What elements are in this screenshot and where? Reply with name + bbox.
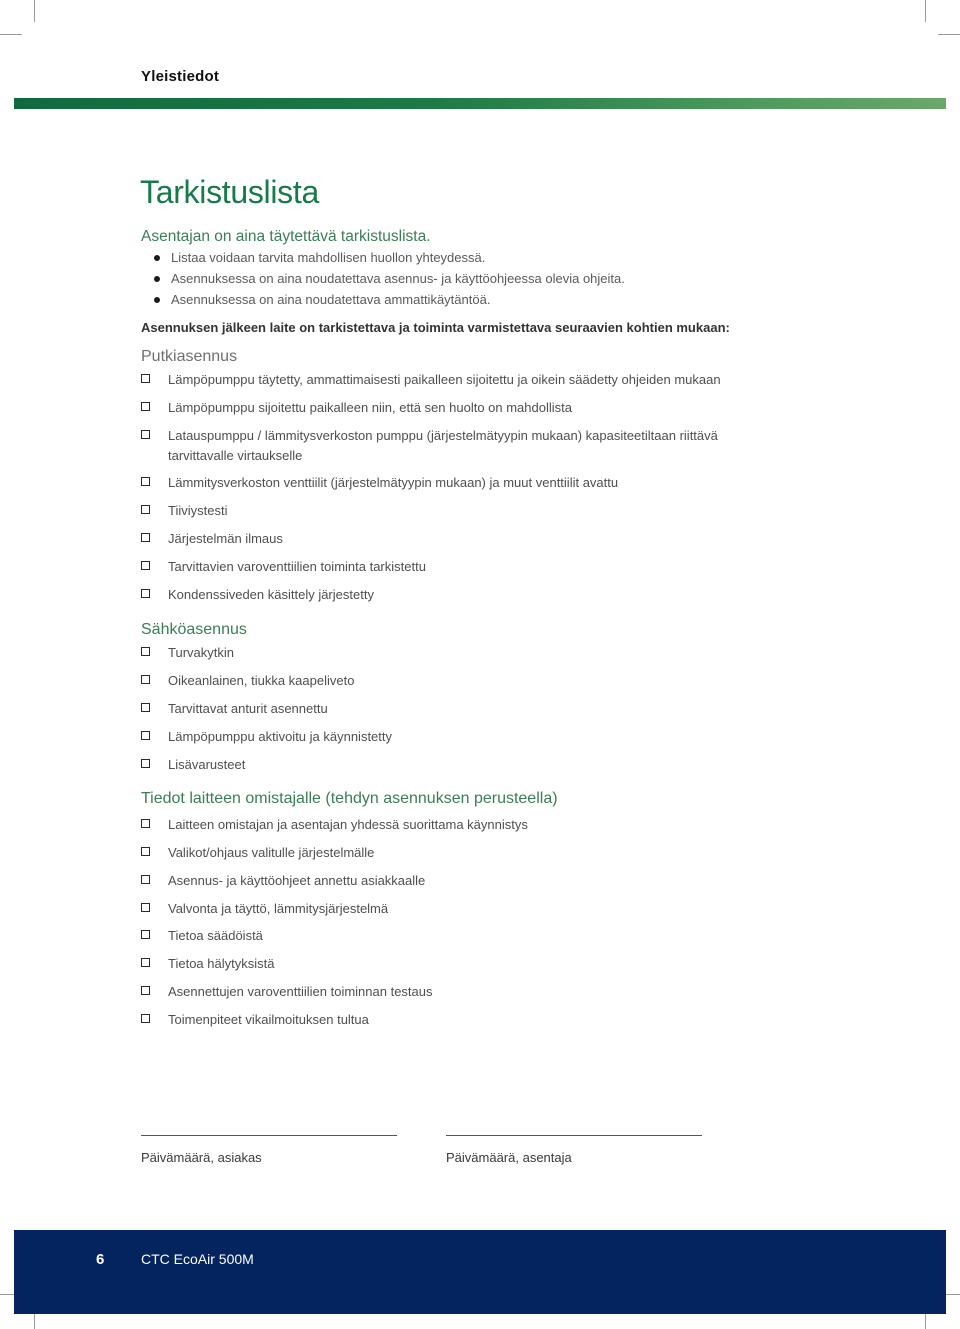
checklist-item[interactable] (141, 843, 374, 863)
bullet-text: Listaa voidaan tarvita mahdollisen huollon yhteydessä. (171, 250, 486, 265)
checklist-item[interactable] (141, 671, 354, 691)
checklist-item[interactable] (141, 982, 433, 1002)
checklist-item-label: Latauspumppu / lämmitysverkoston pumppu (järjestelmätyypin mukaan) kapasiteetiltaan riittävä tarvittavalle virtaukselle (168, 428, 718, 463)
instruction-text: Asennuksen jälkeen laite on tarkistettava ja toiminta varmistettava seuraavien kohtien mukaan: (141, 320, 730, 335)
crop-mark (34, 0, 35, 22)
signature-label-customer: Päivämäärä, asiakas (141, 1150, 262, 1165)
checkbox-icon[interactable] (141, 958, 150, 967)
checklist-item-label: Asennettujen varoventtiilien toiminnan testaus (168, 984, 433, 999)
checkbox-icon[interactable] (141, 533, 150, 542)
crop-mark (925, 0, 926, 22)
checkbox-icon[interactable] (141, 561, 150, 570)
checklist-item[interactable] (141, 954, 274, 974)
checkbox-icon[interactable] (141, 402, 150, 411)
signature-line-customer[interactable] (141, 1135, 397, 1136)
checkbox-icon[interactable] (141, 505, 150, 514)
checkbox-icon[interactable] (141, 930, 150, 939)
checkbox-icon[interactable] (141, 477, 150, 486)
bullet-icon (154, 255, 160, 261)
checkbox-icon[interactable] (141, 374, 150, 383)
checkbox-icon[interactable] (141, 819, 150, 828)
bullet-icon (154, 276, 160, 282)
checkbox-icon[interactable] (141, 1014, 150, 1023)
checkbox-icon[interactable] (141, 430, 150, 439)
bullet-item (150, 270, 625, 291)
checkbox-icon[interactable] (141, 675, 150, 684)
intro-heading: Asentajan on aina täytettävä tarkistuslista. (141, 228, 431, 245)
bullet-text: Asennuksessa on aina noudatettava ammattikäytäntöä. (171, 292, 491, 307)
crop-mark (938, 34, 960, 35)
product-name: CTC EcoAir 500M (141, 1251, 254, 1267)
checklist-item-label: Tarvittavien varoventtiilien toiminta tarkistettu (168, 559, 426, 574)
checklist-item[interactable] (141, 899, 388, 919)
bullet-icon (154, 297, 160, 303)
checkbox-icon[interactable] (141, 703, 150, 712)
crop-mark (0, 34, 22, 35)
checkbox-icon[interactable] (141, 731, 150, 740)
header-bar (14, 98, 946, 109)
checklist-item-label: Lämmitysverkoston venttiilit (järjestelmätyypin mukaan) ja muut venttiilit avattu (168, 475, 619, 490)
checklist-item[interactable] (141, 370, 721, 390)
checkbox-icon[interactable] (141, 589, 150, 598)
checklist-item-label: Järjestelmän ilmaus (168, 531, 283, 546)
footer-bar (14, 1230, 946, 1314)
checklist-item-label: Oikeanlainen, tiukka kaapeliveto (168, 673, 355, 688)
signature-label-installer: Päivämäärä, asentaja (446, 1150, 572, 1165)
bullet-item (150, 249, 625, 270)
checkbox-icon[interactable] (141, 903, 150, 912)
checklist-item[interactable] (141, 585, 374, 605)
checklist-item[interactable] (141, 398, 572, 418)
checklist-item-label: Lämpöpumppu täytetty, ammattimaisesti paikalleen sijoitettu ja oikein säädetty ohjeiden mukaan (168, 372, 721, 387)
checklist-item-label: Tiiviystesti (168, 503, 228, 518)
checkbox-icon[interactable] (141, 759, 150, 768)
checklist-item[interactable] (141, 755, 245, 775)
checklist-item[interactable] (141, 643, 234, 663)
checklist-item[interactable] (141, 426, 761, 465)
checklist-item[interactable] (141, 501, 227, 521)
checklist-item-label: Tietoa hälytyksistä (168, 956, 275, 971)
checklist-item-label: Turvakytkin (168, 645, 234, 660)
checklist-item-label: Valikot/ohjaus valitulle järjestelmälle (168, 845, 375, 860)
checklist-item[interactable] (141, 727, 392, 747)
checklist-item[interactable] (141, 699, 328, 719)
section-label: Yleistiedot (141, 68, 220, 85)
checklist-item[interactable] (141, 871, 425, 891)
group-heading-omistajatiedot: Tiedot laitteen omistajalle (tehdyn asennuksen perusteella) (141, 790, 558, 807)
checklist-item[interactable] (141, 926, 263, 946)
group-heading-putkiasennus: Putkiasennus (141, 348, 238, 365)
checklist-item[interactable] (141, 557, 426, 577)
checklist-item-label: Toimenpiteet vikailmoituksen tultua (168, 1012, 369, 1027)
checklist-item[interactable] (141, 529, 283, 549)
page-number: 6 (96, 1251, 105, 1268)
checklist-item-label: Lämpöpumppu aktivoitu ja käynnistetty (168, 729, 393, 744)
checkbox-icon[interactable] (141, 986, 150, 995)
checkbox-icon[interactable] (141, 847, 150, 856)
checklist-item-label: Valvonta ja täyttö, lämmitysjärjestelmä (168, 901, 389, 916)
checklist-item[interactable] (141, 815, 528, 835)
checklist-item[interactable] (141, 473, 618, 493)
checklist-item-label: Tietoa säädöistä (168, 928, 263, 943)
checklist-item-label: Kondenssiveden käsittely järjestetty (168, 587, 374, 602)
checklist-item-label: Laitteen omistajan ja asentajan yhdessä suorittama käynnistys (168, 817, 528, 832)
checklist-item[interactable] (141, 1010, 369, 1030)
checklist-item-label: Tarvittavat anturit asennettu (168, 701, 328, 716)
intro-bullet-list (150, 249, 625, 312)
group-heading-sahkoasennus: Sähköasennus (141, 621, 247, 638)
page-title: Tarkistuslista (140, 174, 319, 210)
checklist-item-label: Lämpöpumppu sijoitettu paikalleen niin, että sen huolto on mahdollista (168, 400, 572, 415)
bullet-text: Asennuksessa on aina noudatettava asennus- ja käyttöohjeessa olevia ohjeita. (171, 271, 625, 286)
checklist-item-label: Asennus- ja käyttöohjeet annettu asiakkaalle (168, 873, 426, 888)
checklist-item-label: Lisävarusteet (168, 757, 246, 772)
bullet-item (150, 291, 625, 312)
checkbox-icon[interactable] (141, 647, 150, 656)
checkbox-icon[interactable] (141, 875, 150, 884)
signature-line-installer[interactable] (446, 1135, 702, 1136)
